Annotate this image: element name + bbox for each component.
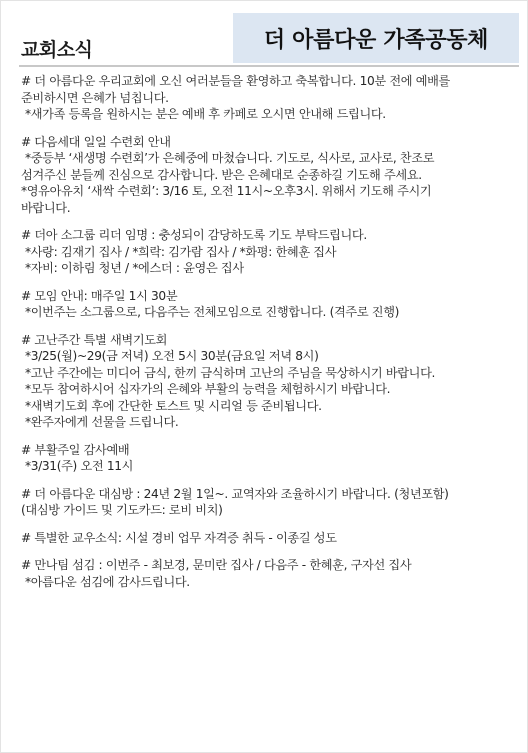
section-title: 교회소식 bbox=[21, 39, 93, 61]
announcement-line: 바랍니다. bbox=[21, 200, 71, 215]
announcement-line: *영유아유치 ‘새싹 수련회’: 3/16 토, 오전 11시~오후3시. 위해서 기도해 주시기 bbox=[21, 184, 432, 198]
announcement-line: 준비하시면 은혜가 넘칩니다. bbox=[21, 90, 169, 105]
announcement-line: *사랑: 김재기 집사 / *희락: 김가람 집사 / *화평: 한혜훈 집사 bbox=[25, 244, 337, 259]
announcement-line: *모두 참여하시어 십자가의 은혜와 부활의 능력을 체험하시기 바랍니다. bbox=[25, 382, 391, 396]
announcement-line: *새벽기도회 후에 간단한 토스트 및 시리얼 등 준비됩니다. bbox=[25, 398, 322, 413]
announcement-heading: # 특별한 교우소식: 시설 경비 업무 자격증 취득 - 이종길 성도 bbox=[21, 530, 337, 545]
announcement-line: *3/25(월)~29(금 저녁) 오전 5시 30분(금요일 저녁 8시) bbox=[25, 349, 319, 363]
announcement-heading: # 고난주간 특별 새벽기도회 bbox=[21, 332, 168, 347]
announcement-heading: # 더 아름다운 대심방 : 24년 2월 1일~. 교역자와 조율하시기 바랍니다. (청년포함) bbox=[21, 486, 449, 501]
announcement-line: 섬겨주신 분들께 진심으로 감사합니다. 받은 은혜대로 순종하길 기도해 주세요. bbox=[21, 167, 422, 182]
announcement-heading: # 다음세대 일일 수련회 안내 bbox=[21, 134, 171, 149]
announcement-line: *아름다운 섬김에 감사드립니다. bbox=[25, 574, 190, 589]
announcement-heading: # 모임 안내: 매주일 1시 30분 bbox=[21, 288, 178, 303]
announcement-block bbox=[21, 530, 511, 547]
announcement-heading: # 부활주일 감사예배 bbox=[21, 442, 130, 457]
announcement-heading: # 더 아름다운 우리교회에 오신 여러분들을 환영하고 축복합니다. 10분 전에 예배를 bbox=[21, 74, 450, 88]
announcements bbox=[21, 73, 511, 601]
announcement-line: *새가족 등록을 원하시는 분은 예배 후 카페로 오시면 안내해 드립니다. bbox=[25, 107, 386, 121]
announcement-heading: # 만나팀 섬김 : 이번주 - 최보경, 문미란 집사 / 다음주 - 한혜훈, 구자선 집사 bbox=[21, 558, 412, 572]
announcement-block bbox=[21, 288, 511, 321]
header-divider bbox=[19, 65, 519, 67]
announcement-heading: # 더아 소그룹 리더 임명 : 충성되이 감당하도록 기도 부탁드립니다. bbox=[21, 228, 367, 242]
announcement-block bbox=[21, 442, 511, 475]
announcement-line: *고난 주간에는 미디어 금식, 한끼 금식하며 고난의 주님을 묵상하시기 바랍니다. bbox=[25, 365, 436, 380]
announcement-line: *완주자에게 선물을 드립니다. bbox=[25, 415, 179, 429]
announcement-line: *중등부 ‘새생명 수련회’가 은혜중에 마쳤습니다. 기도로, 식사로, 교사로, 찬조로 bbox=[25, 151, 435, 165]
announcement-line: *이번주는 소그룹으로, 다음주는 전체모임으로 진행합니다. (격주로 진행) bbox=[25, 305, 400, 319]
announcement-block bbox=[21, 227, 511, 277]
announcement-block bbox=[21, 332, 511, 431]
announcement-line: (대심방 가이드 및 기도카드: 로비 비치) bbox=[21, 503, 223, 517]
banner-title: 더 아름다운 가족공동체 bbox=[233, 13, 519, 63]
announcement-block bbox=[21, 134, 511, 217]
announcement-block bbox=[21, 73, 511, 123]
announcement-block bbox=[21, 557, 511, 590]
announcement-line: *자비: 이하림 청년 / *에스더 : 윤영은 집사 bbox=[25, 261, 244, 275]
announcement-line: *3/31(주) 오전 11시 bbox=[25, 459, 134, 473]
announcement-block bbox=[21, 486, 511, 519]
